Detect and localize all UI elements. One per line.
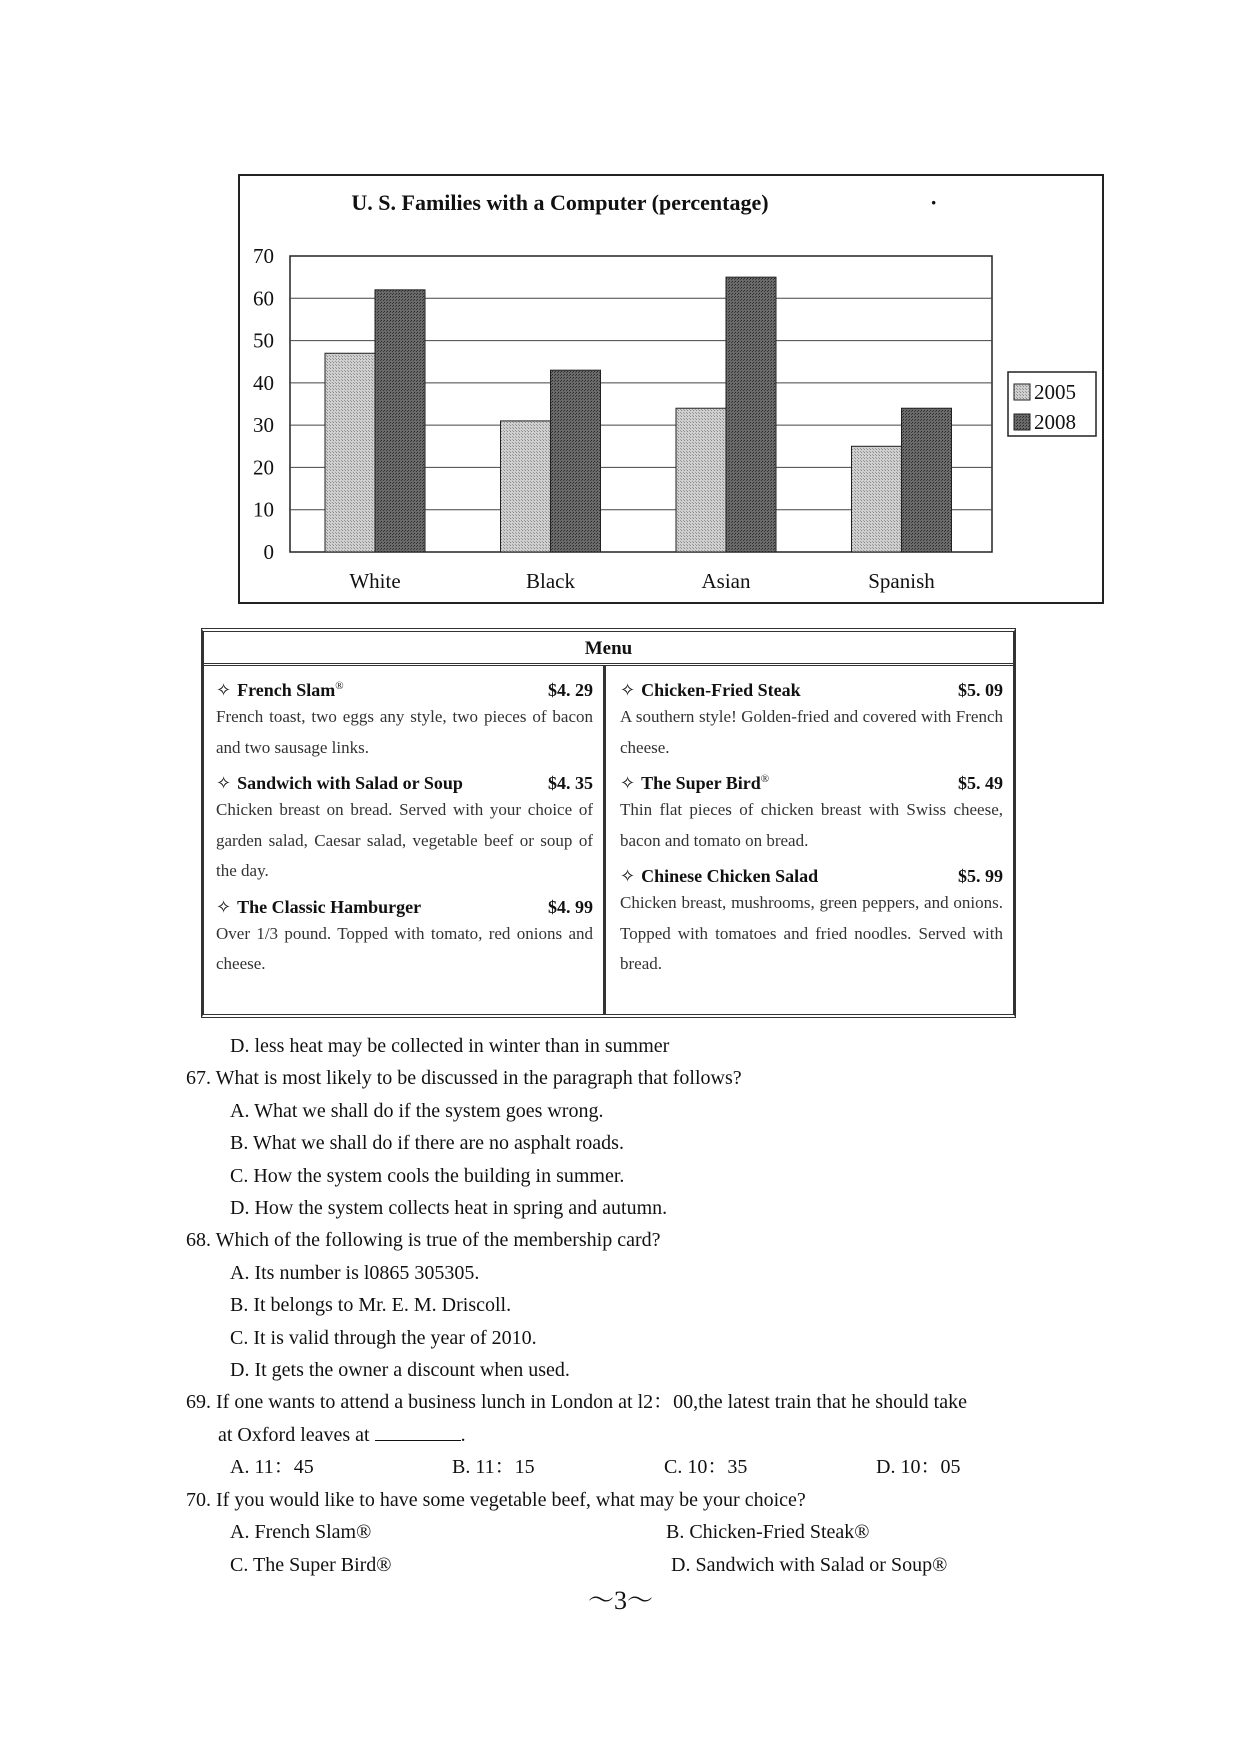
answer-blank — [375, 1422, 461, 1441]
menu-title: Menu — [204, 632, 1013, 666]
menu-item-description: Thin flat pieces of chicken breast with Swiss cheese, bacon and tomato on bread. — [620, 800, 1003, 850]
q70-option-c: C. The Super Bird® — [230, 1553, 392, 1576]
menu-item-header — [620, 670, 1003, 702]
menu-item-price: $4. 99 — [548, 896, 593, 917]
q69-option-d: D. 10：05 — [876, 1456, 961, 1479]
menu-right-column — [608, 666, 1013, 1014]
menu-item — [620, 670, 1003, 763]
q67-option-a: A. What we shall do if the system goes wrong. — [230, 1099, 604, 1122]
menu-item-header — [620, 856, 1003, 888]
bar — [852, 446, 902, 552]
q68-option-a: A. Its number is l0865 305305. — [230, 1261, 480, 1284]
q68-option-b: B. It belongs to Mr. E. M. Driscoll. — [230, 1294, 512, 1317]
bar — [501, 421, 551, 552]
star-bullet-icon: ✧ — [620, 680, 636, 700]
menu-left-column — [204, 666, 606, 1014]
q70-options-row2 — [186, 1549, 1066, 1581]
y-tick-label: 0 — [263, 540, 274, 564]
legend-swatch — [1014, 384, 1030, 400]
bar — [676, 408, 726, 552]
q70-option-a: A. French Slam® — [230, 1521, 372, 1544]
x-category-label: White — [349, 569, 401, 593]
q69-option-b: B. 11：15 — [452, 1456, 535, 1479]
menu-item-description: Chicken breast, mushrooms, green peppers, and onions. Topped with tomatoes and fried noodles. Served with bread. — [620, 893, 1003, 973]
star-bullet-icon: ✧ — [620, 866, 636, 886]
q69-stem-cont-text: at Oxford leaves at — [218, 1423, 370, 1446]
question-69-stem-cont — [186, 1419, 1066, 1451]
menu-item-price: $5. 49 — [958, 773, 1003, 793]
menu-item-header — [216, 763, 593, 795]
star-bullet-icon: ✧ — [216, 680, 232, 700]
q69-options — [186, 1451, 1066, 1483]
legend-swatch — [1014, 414, 1030, 430]
prev-option-d: D. less heat may be collected in winter than in summer — [230, 1035, 670, 1057]
y-tick-label: 60 — [253, 286, 274, 311]
q68-option-d: D. It gets the owner a discount when used. — [230, 1359, 570, 1382]
menu-item — [216, 887, 593, 980]
q67-option-c: C. How the system cools the building in summer. — [230, 1164, 625, 1187]
menu-item — [620, 763, 1003, 856]
y-tick-label: 10 — [253, 497, 274, 522]
menu-item — [620, 856, 1003, 980]
menu-item-name: The Classic Hamburger — [237, 896, 422, 917]
x-category-label: Spanish — [868, 569, 935, 593]
menu-item-description: French toast, two eggs any style, two pieces of bacon and two sausage links. — [216, 707, 593, 757]
menu-item-name: Chinese Chicken Salad — [641, 866, 819, 886]
menu-item-header — [216, 887, 593, 919]
menu-item-title — [216, 670, 344, 706]
bar — [726, 277, 776, 552]
q67-option-b: B. What we shall do if there are no asphalt roads. — [230, 1132, 624, 1155]
menu-item-price: $5. 99 — [958, 866, 1003, 886]
q69-stem-end: . — [460, 1423, 466, 1446]
menu-item-header — [620, 763, 1003, 795]
menu-item-name: French Slam — [237, 680, 336, 700]
menu-item-name: The Super Bird — [641, 773, 761, 793]
y-tick-label: 50 — [253, 328, 274, 353]
menu-item-price: $5. 09 — [958, 680, 1003, 700]
q69-option-c: C. 10：35 — [664, 1456, 748, 1479]
bar — [325, 353, 375, 552]
menu-item-title — [620, 856, 818, 892]
menu-item-title — [216, 763, 463, 799]
y-tick-label: 30 — [253, 413, 274, 438]
q70-option-d: D. Sandwich with Salad or Soup® — [671, 1553, 948, 1576]
q70-options-row1 — [186, 1516, 1066, 1548]
q69-option-a: A. 11：45 — [230, 1456, 314, 1479]
star-bullet-icon: ✧ — [216, 773, 232, 793]
menu-item-title — [216, 887, 421, 923]
legend-label: 2005 — [1034, 380, 1076, 404]
chart-title: U. S. Families with a Computer (percentage) — [351, 190, 769, 215]
y-tick-label: 20 — [253, 455, 274, 480]
page-number: ～3～ — [587, 1586, 653, 1615]
registered-mark: ® — [335, 680, 344, 692]
question-70-stem: 70. If you would like to have some vegetable beef, what may be your choice? — [186, 1488, 806, 1511]
y-tick-label: 40 — [253, 370, 274, 395]
y-tick-label: 70 — [253, 244, 274, 268]
q70-option-b: B. Chicken-Fried Steak® — [666, 1521, 870, 1544]
menu-item-description: Over 1/3 pound. Topped with tomato, red onions and cheese. — [216, 923, 593, 973]
menu-item-price: $4. 29 — [548, 680, 593, 700]
menu-item — [216, 763, 593, 887]
bar — [902, 408, 952, 552]
question-67-stem: 67. What is most likely to be discussed in the paragraph that follows? — [186, 1067, 742, 1090]
q67-option-d: D. How the system collects heat in spring and autumn. — [230, 1197, 668, 1220]
menu-item-name: Sandwich with Salad or Soup — [237, 773, 463, 793]
star-bullet-icon: ✧ — [216, 896, 232, 917]
menu-item-name: Chicken-Fried Steak — [641, 680, 801, 700]
menu-item-description: Chicken breast on bread. Served with your choice of garden salad, Caesar salad, vegetable beef or soup of the day. — [216, 800, 593, 880]
menu-item — [216, 670, 593, 763]
star-bullet-icon: ✧ — [620, 773, 636, 793]
chart-title-mark: · — [930, 190, 938, 215]
question-68-stem: 68. Which of the following is true of the membership card? — [186, 1229, 661, 1252]
x-category-label: Asian — [701, 569, 751, 593]
bar — [375, 290, 425, 552]
menu-item-title — [620, 763, 769, 799]
bar-chart — [238, 174, 1104, 604]
question-list — [186, 1030, 1066, 1581]
x-category-label: Black — [526, 569, 575, 593]
registered-mark: ® — [760, 773, 770, 785]
chart-canvas — [240, 176, 1106, 606]
q68-option-c: C. It is valid through the year of 2010. — [230, 1326, 537, 1349]
question-69-stem: 69. If one wants to attend a business lunch in London at l2：00,the latest train that he should take — [186, 1391, 967, 1414]
menu-item-title — [620, 670, 801, 706]
menu-item-description: A southern style! Golden-fried and covered with French cheese. — [620, 707, 1003, 757]
bar — [551, 370, 601, 552]
chart-legend — [1008, 372, 1096, 436]
legend-label: 2008 — [1034, 410, 1076, 434]
menu-item-price: $4. 35 — [548, 773, 593, 793]
menu-item-header — [216, 670, 593, 702]
menu-card — [201, 628, 1016, 1018]
